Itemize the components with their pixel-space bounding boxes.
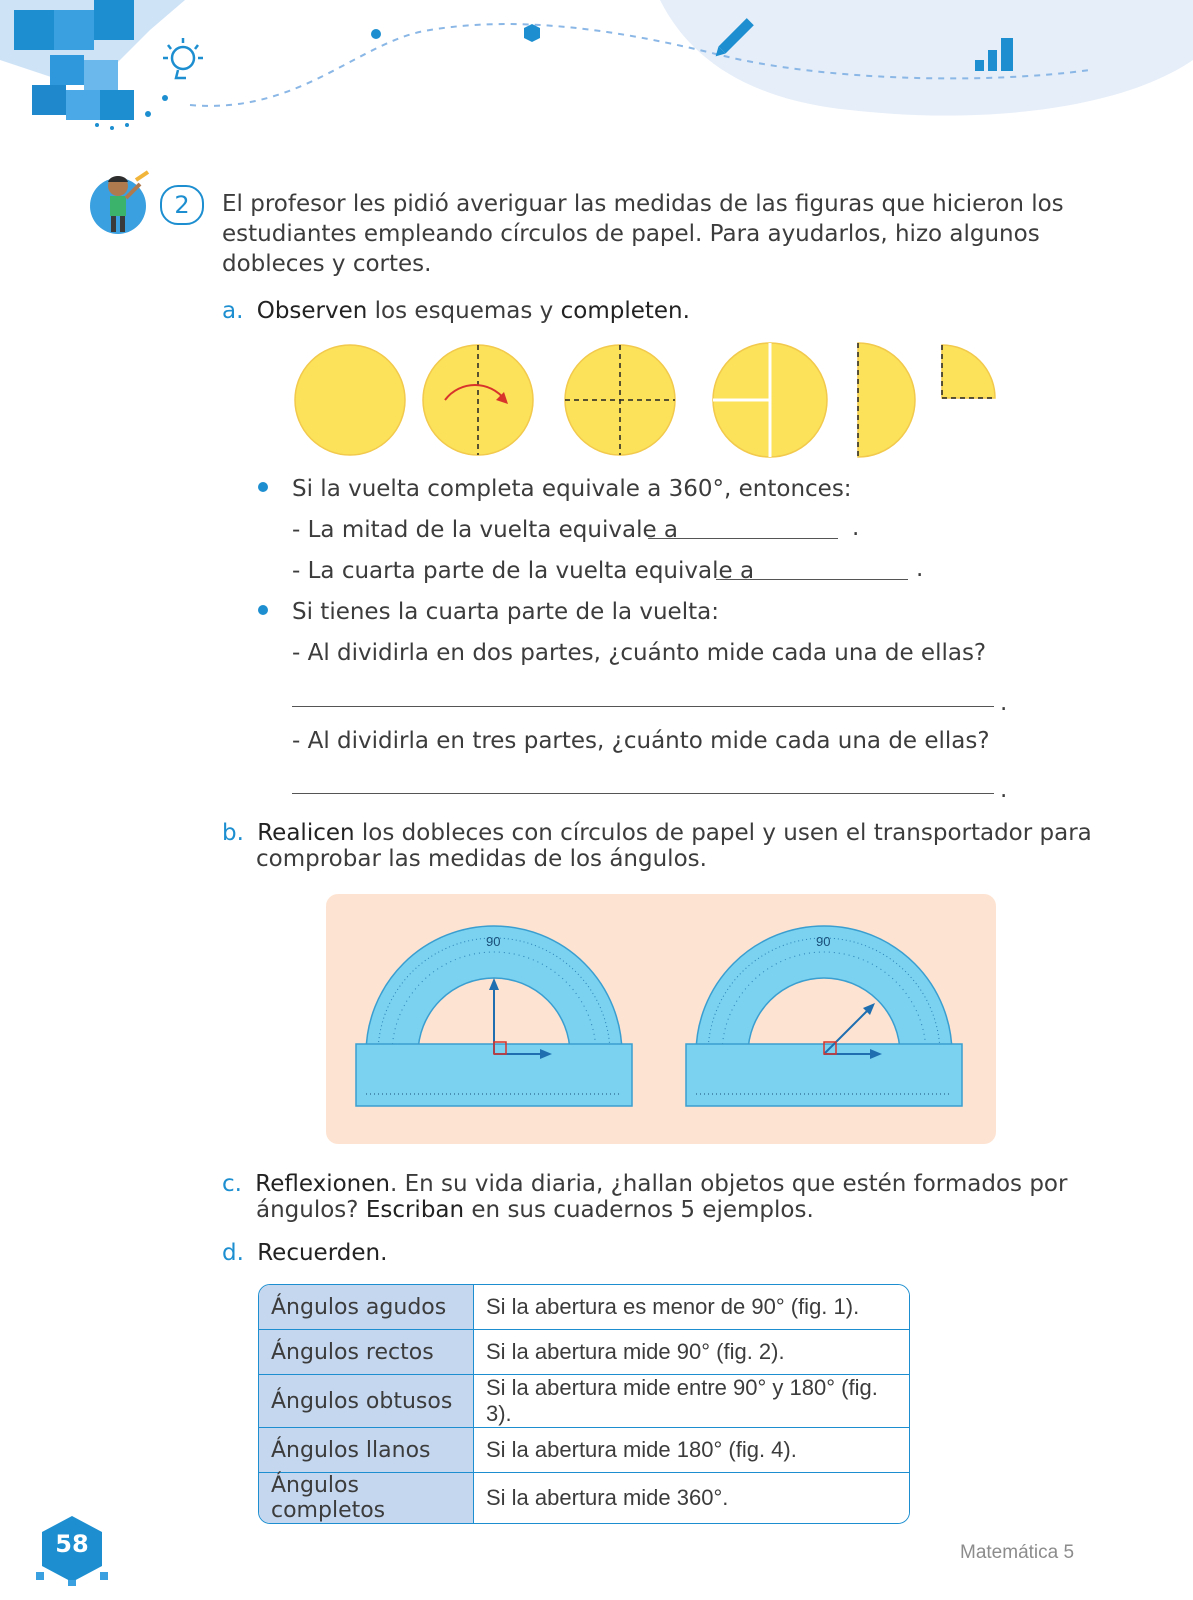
half-circle xyxy=(858,343,915,457)
question-half: - La mitad de la vuelta equivale a xyxy=(292,517,679,543)
activity-number-badge xyxy=(160,185,204,225)
bullet-2 xyxy=(258,605,268,615)
bullet1-text: Si la vuelta completa equivale a 360°, entonces: xyxy=(292,476,852,502)
cube-icon xyxy=(524,24,540,42)
answer-line-half[interactable] xyxy=(648,538,838,539)
item-a-mid: los esquemas y xyxy=(367,298,561,324)
circle-fold-arrow xyxy=(423,345,533,455)
protractor-illustrations xyxy=(326,894,996,1144)
item-d-letter: d. xyxy=(222,1240,244,1266)
angle-type-desc: Si la abertura es menor de 90° (fig. 1). xyxy=(474,1285,909,1330)
item-b-line2: comprobar las medidas de los ángulos. xyxy=(256,846,707,872)
item-c-text3: en sus cuadernos 5 ejemplos. xyxy=(464,1197,814,1223)
item-a-verb1: Observen xyxy=(256,298,368,324)
period: . xyxy=(916,556,924,582)
protractor-90-label: 90 xyxy=(816,934,831,949)
circle-folding-figures xyxy=(290,340,1020,460)
circle-quartered-dashed xyxy=(565,345,675,455)
angle-type-name: Ángulos agudos xyxy=(259,1285,474,1330)
bullet2-text: Si tienes la cuarta parte de la vuelta: xyxy=(292,599,719,625)
table-row xyxy=(259,1285,909,1330)
activity-number: 2 xyxy=(174,191,190,219)
circle-quartered-cut xyxy=(713,343,827,457)
item-b-verb: Realicen xyxy=(257,820,355,846)
item-a-verb2: completen. xyxy=(560,298,690,324)
item-c-text2: ángulos? xyxy=(256,1197,366,1223)
book-title: Matemática 5 xyxy=(960,1542,1075,1563)
angle-types-table xyxy=(258,1284,910,1524)
item-c-line1 xyxy=(222,1171,1067,1197)
answer-line-quarter[interactable] xyxy=(716,579,908,580)
cubes-illustration xyxy=(0,0,185,130)
item-b-line1 xyxy=(222,820,1092,846)
quarter-circle xyxy=(942,345,995,398)
item-b-letter: b. xyxy=(222,820,244,846)
lightbulb-icon xyxy=(163,38,203,78)
table-row xyxy=(259,1330,909,1375)
protractor-acute-angle xyxy=(686,926,962,1106)
angle-type-desc: Si la abertura mide entre 90° y 180° (fig. 3). xyxy=(474,1375,909,1428)
item-a-heading xyxy=(222,296,690,326)
bullet-1 xyxy=(258,482,268,492)
activity-intro: El profesor les pidió averiguar las medidas de las figuras que hicieron los estudiantes empleando círculos de papel. Para ayudarlos, hizo algunos dobleces y cortes. xyxy=(222,191,1064,277)
question-quarter: - La cuarta parte de la vuelta equivale a xyxy=(292,558,755,584)
student-avatar xyxy=(88,168,156,238)
answer-line-three-parts[interactable] xyxy=(292,793,994,794)
item-c-verb1: Reflexionen xyxy=(255,1171,390,1197)
period: . xyxy=(852,515,860,541)
angle-type-desc: Si la abertura mide 180° (fig. 4). xyxy=(474,1428,909,1473)
question-two-parts: - Al dividirla en dos partes, ¿cuánto mide cada una de ellas? xyxy=(292,640,987,666)
dot-icon xyxy=(371,29,381,39)
item-c-line2 xyxy=(256,1197,814,1223)
angle-type-desc: Si la abertura mide 360°. xyxy=(474,1473,909,1523)
angle-type-name: Ángulos llanos xyxy=(259,1428,474,1473)
table-row xyxy=(259,1428,909,1473)
table-row xyxy=(259,1473,909,1523)
item-a-letter: a. xyxy=(222,298,244,324)
full-circle xyxy=(295,345,405,455)
page-number: 58 xyxy=(55,1530,89,1558)
angle-type-name: Ángulos completos xyxy=(259,1473,474,1523)
period: . xyxy=(1000,777,1008,803)
table-row xyxy=(259,1375,909,1428)
item-c-text1: . En su vida diaria, ¿hallan objetos que estén formados por xyxy=(390,1171,1068,1197)
header-decoration xyxy=(0,0,1193,150)
item-c-letter: c. xyxy=(222,1171,242,1197)
period: . xyxy=(1000,690,1008,716)
item-c-verb2: Escriban xyxy=(365,1197,465,1223)
item-d-heading xyxy=(222,1238,387,1268)
answer-line-two-parts[interactable] xyxy=(292,706,994,707)
protractor-right-angle xyxy=(356,926,632,1106)
item-b-text1: los dobleces con círculos de papel y usen el transportador para xyxy=(354,820,1092,846)
question-three-parts: - Al dividirla en tres partes, ¿cuánto mide cada una de ellas? xyxy=(292,728,990,754)
item-d-verb: Recuerden. xyxy=(257,1240,388,1266)
angle-type-name: Ángulos rectos xyxy=(259,1330,474,1375)
angle-type-name: Ángulos obtusos xyxy=(259,1375,474,1428)
angle-type-desc: Si la abertura mide 90° (fig. 2). xyxy=(474,1330,909,1375)
protractor-90-label: 90 xyxy=(486,934,501,949)
